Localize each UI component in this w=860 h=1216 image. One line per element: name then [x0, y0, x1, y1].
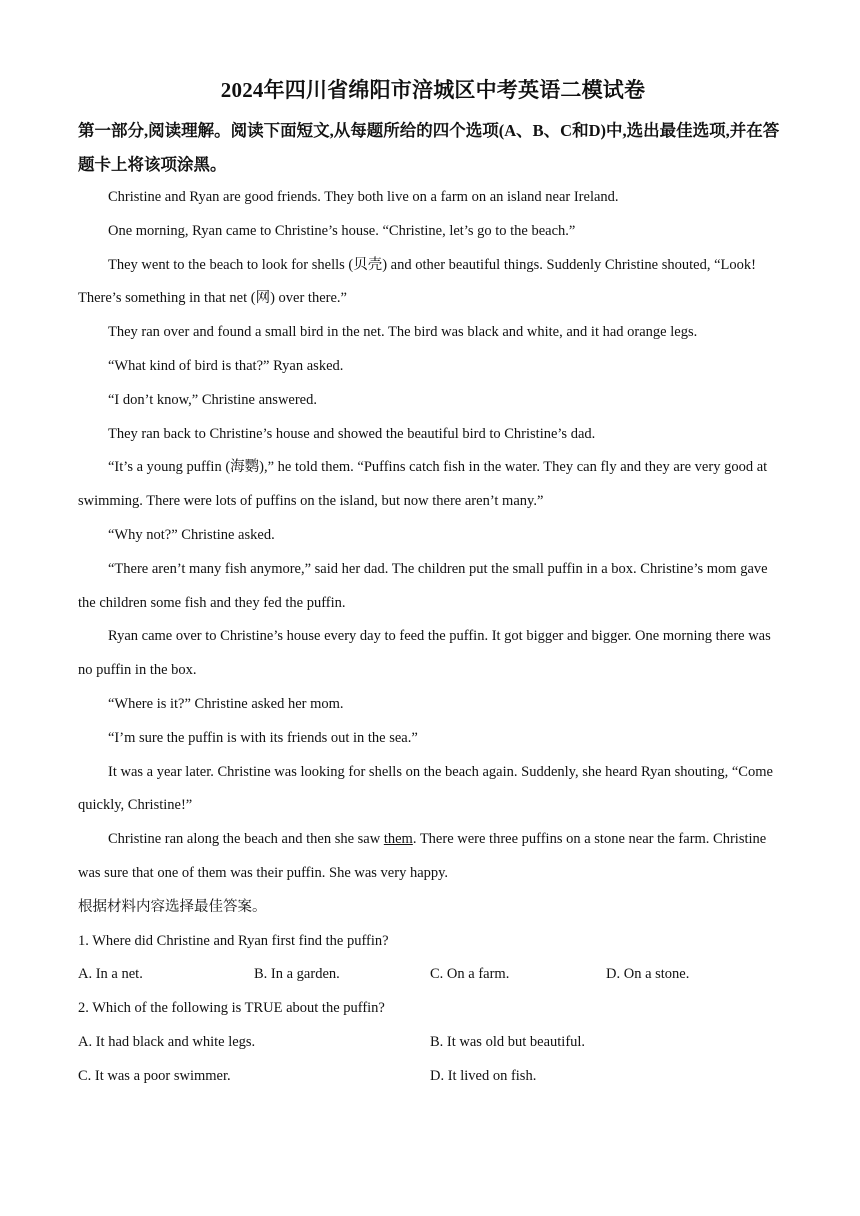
passage-paragraph: They ran over and found a small bird in the net. The bird was black and white, and it had orange legs.: [108, 324, 698, 341]
passage-paragraph: “I’m sure the puffin is with its friends out in the sea.”: [108, 729, 418, 746]
option-b: B. In a garden.: [254, 966, 340, 983]
option-c: C. On a farm.: [430, 966, 510, 983]
passage-paragraph: “Why not?” Christine asked.: [108, 526, 275, 543]
passage-paragraph: Christine and Ryan are good friends. They both live on a farm on an island near Ireland.: [108, 189, 619, 205]
section-instructions: 第一部分,阅读理解。阅读下面短文,从每题所给的四个选项(A、B、C和D)中,选出最佳选项,并在答题卡上将该项涂黑。: [78, 121, 780, 174]
passage-last-paragraph: [78, 823, 788, 891]
passage-paragraph: They went to the beach to look for shells (贝壳) and other beautiful things. Suddenly Christine shouted, “Look! There’s something in that net (网) over there.”: [78, 256, 756, 307]
passage-paragraph: “I don’t know,” Christine answered.: [108, 391, 317, 408]
exam-title: 2024年四川省绵阳市涪城区中考英语二模试卷: [220, 78, 646, 102]
last-paragraph-after: . There were three puffins on a stone near the farm. Christine was sure that one of them was their puffin. She was very happy.: [78, 831, 767, 881]
passage-paragraph: “Where is it?” Christine asked her mom.: [108, 695, 344, 712]
question-text: 1. Where did Christine and Ryan first find the puffin?: [78, 932, 389, 949]
last-paragraph-before: Christine ran along the beach and then she saw: [108, 831, 384, 848]
underlined-word: them: [383, 831, 413, 848]
question-1: [78, 925, 788, 993]
passage-paragraph: One morning, Ryan came to Christine’s house. “Christine, let’s go to the beach.”: [108, 222, 576, 239]
reading-passage: [78, 181, 788, 891]
passage-paragraph: It was a year later. Christine was looking for shells on the beach again. Suddenly, she heard Ryan shouting, “Come quickly, Christine!”: [78, 763, 773, 814]
option-c: C. It was a poor swimmer.: [78, 1067, 231, 1084]
question-2: [78, 992, 788, 1093]
question-text: 2. Which of the following is TRUE about the puffin?: [78, 1000, 385, 1017]
option-b: B. It was old but beautiful.: [430, 1033, 586, 1050]
passage-paragraph: They ran back to Christine’s house and showed the beautiful bird to Christine’s dad.: [108, 425, 596, 442]
question-options: [78, 958, 788, 992]
question-options: [78, 1026, 788, 1094]
passage-paragraph: “What kind of bird is that?” Ryan asked.: [108, 357, 344, 374]
option-d: D. On a stone.: [606, 966, 690, 983]
option-a: A. It had black and white legs.: [78, 1033, 256, 1050]
passage-paragraph: Ryan came over to Christine’s house every day to feed the puffin. It got bigger and bigger. One morning there was no puffin in the box.: [78, 628, 771, 679]
option-a: A. In a net.: [78, 966, 143, 983]
passage-paragraph: “It’s a young puffin (海鹦),” he told them. “Puffins catch fish in the water. They can fly and they are very good at swimming. There were lots of puffins on the island, but now there aren’t many.”: [78, 459, 768, 510]
question-prompt: 根据材料内容选择最佳答案。: [78, 898, 267, 915]
option-d: D. It lived on fish.: [430, 1067, 537, 1084]
passage-paragraph: “There aren’t many fish anymore,” said her dad. The children put the small puffin in a box. Christine’s mom gave the children some fish and they fed the puffin.: [78, 560, 768, 611]
